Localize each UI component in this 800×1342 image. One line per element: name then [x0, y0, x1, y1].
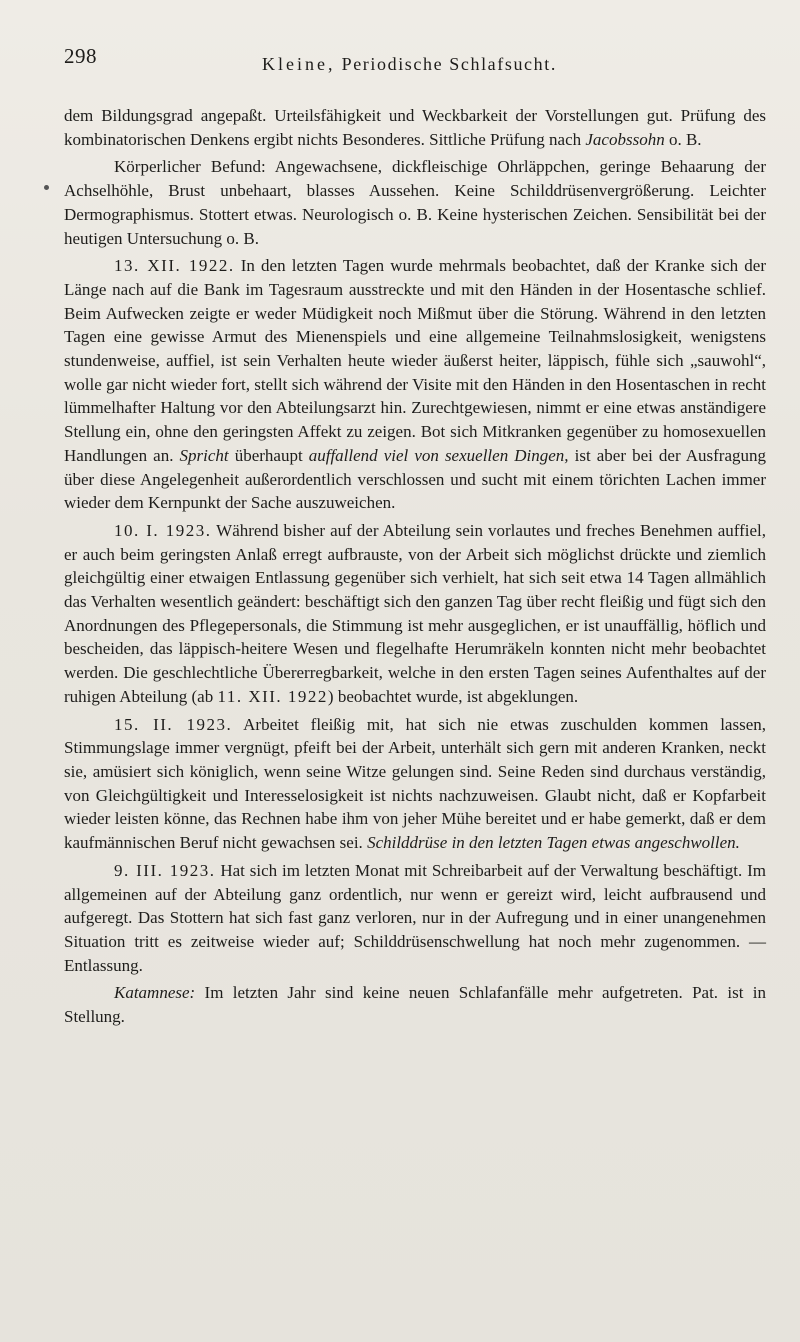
- section-label: Katamnese:: [114, 983, 196, 1003]
- body-text: [64, 104, 766, 1029]
- emphasis-text-2: auffallend viel von sexuellen Dingen,: [308, 445, 569, 465]
- paragraph-text-end: ist aber bei der Ausfragung über diese Angelegenheit außerordentlich verschlossen und sucht mit einem törichten Lachen immer wieder dem Kernpunkt der Sache auszuweichen.: [64, 445, 766, 513]
- paragraph-text: Hat sich im letzten Monat mit Schreibarbeit auf der Verwaltung beschäftigt. Im allgemeinen auf der Abteilung ganz ordentlich, nur wenn er gereizt wird, leicht aufbrausend und aufgeregt. Das Stottern hat sich fast ganz verloren, nur in der Aufregung und in einer unangenehmen Situation tritt es zeitweise wieder auf; Schilddrüsenschwellung hat noch mehr zugenommen. — Entlassung.: [64, 860, 766, 975]
- paragraph-entry-13-xii-1922: [64, 254, 766, 515]
- paragraph-text: Im letzten Jahr sind keine neuen Schlafanfälle mehr aufgetreten. Pat. ist in Stellung.: [64, 983, 766, 1027]
- emphasis-text: Spricht: [179, 445, 229, 465]
- inline-date: 11. XII. 1922: [217, 686, 328, 706]
- paragraph-physical-findings: [64, 155, 766, 250]
- paragraph-evaluation: [64, 104, 766, 151]
- paragraph-text: Arbeitet fleißig mit, hat sich nie etwas zuschulden kommen lassen, Stimmungslage immer vergnügt, pfeift bei der Arbeit, unterhält sich gern mit anderen Kranken, neckt sie, amüsiert sich königlich, wenn seine Witze gelungen sind. Seine Reden sind durchaus verständig, von Gleichgültigkeit und Interesselosigkeit ist nichts nachzuweisen. Glaubt nicht, daß er Kopfarbeit wieder leisten könne, das Rechnen habe ihm von jeher Mühe bereitet und er habe gemerkt, daß er dem kaufmännischen Beruf nicht gewachsen sei.: [64, 714, 766, 853]
- running-title: [262, 54, 557, 75]
- running-header: [64, 40, 760, 80]
- paragraph-text-mid: überhaupt: [228, 445, 309, 465]
- print-speck: [44, 185, 49, 190]
- paragraph-text: In den letzten Tagen wurde mehrmals beobachtet, daß der Kranke sich der Länge nach auf die Bank im Tagesraum ausstreckte und mit den Händen in der Hosentasche schlief. Beim Aufwecken zeigte er weder Müdigkeit noch Mißmut über die Störung. Während in den letzten Tagen eine gewisse Armut des Mienenspiels und eine allgemeine Teilnahmslosigkeit, wenigstens stundenweise, auffiel, ist sein Verhalten heute wieder äußerst heiter, läppisch, fühle sich „sauwohl“, wolle gar nicht wieder fort, stellt sich während der Visite mit den Händen in den Hosentaschen in recht lümmelhafter Haltung vor den Abteilungsarzt hin. Zurechtgewiesen, nimmt er eine etwas anständigere Stellung ein, ohne den geringsten Affekt zu zeigen. Bot sich Mitkranken gegenüber zu homosexuellen Handlungen an.: [64, 256, 766, 465]
- running-title-text: Periodische Schlafsucht.: [341, 54, 557, 74]
- emphasis-text: Schilddrüse in den letzten Tagen etwas angeschwollen.: [367, 833, 740, 853]
- paragraph-entry-10-i-1923: [64, 519, 766, 709]
- paragraph-text: Körperlicher Befund: Angewachsene, dickfleischige Ohrläppchen, geringe Behaarung der Achselhöhle, Brust unbehaart, blasses Aussehen. Keine Schilddrüsenvergrößerung. Leichter Dermographismus. Stottert etwas. Neurologisch o. B. Keine hysterischen Zeichen. Sensibilität bei der heutigen Untersuchung o. B.: [64, 157, 766, 248]
- page-number: 298: [64, 44, 97, 68]
- paragraph-text: Während bisher auf der Abteilung sein vorlautes und freches Benehmen auffiel, er auch beim geringsten Anlaß erregt aufbrauste, von der Arbeit sich möglichst drückte und ziemlich gleichgültig einer etwaigen Entlassung gegenüber sich verhielt, hat sich seit etwa 14 Tagen allmählich das Verhalten wesentlich geändert: beschäftigt sich den ganzen Tag über recht fleißig und fügt sich den Anordnungen des Pflegepersonals, die Stimmung ist mehr ausgeglichen, er ist unauffällig, höflich und bescheiden, das läppisch-heitere Wesen und flegelhafte Herumräkeln konnten nicht mehr beobachtet werden. Die geschlechtliche Übererregbarkeit, welche in den ersten Tagen seines Aufenthaltes auf der ruhigen Abteilung (ab: [64, 520, 766, 706]
- paragraph-entry-9-iii-1923: [64, 859, 766, 978]
- entry-date: 13. XII. 1922.: [114, 256, 235, 276]
- entry-date: 10. I. 1923.: [114, 520, 212, 540]
- paragraph-text: dem Bildungsgrad angepaßt. Urteilsfähigkeit und Weckbarkeit der Vorstellungen gut. Prüfung des kombinatorischen Denkens ergibt nichts Besonderes. Sittliche Prüfung nach: [64, 106, 766, 149]
- paragraph-entry-15-ii-1923: [64, 713, 766, 855]
- running-title-author: Kleine,: [262, 54, 336, 74]
- entry-date: 15. II. 1923.: [114, 714, 233, 734]
- paragraph-text-end: ) beobachtet wurde, ist abgeklungen.: [327, 686, 579, 706]
- paragraph-katamnese: [64, 981, 766, 1028]
- paragraph-text-end: o. B.: [664, 129, 702, 149]
- entry-date: 9. III. 1923.: [114, 860, 216, 880]
- author-reference: Jacobssohn: [585, 129, 665, 149]
